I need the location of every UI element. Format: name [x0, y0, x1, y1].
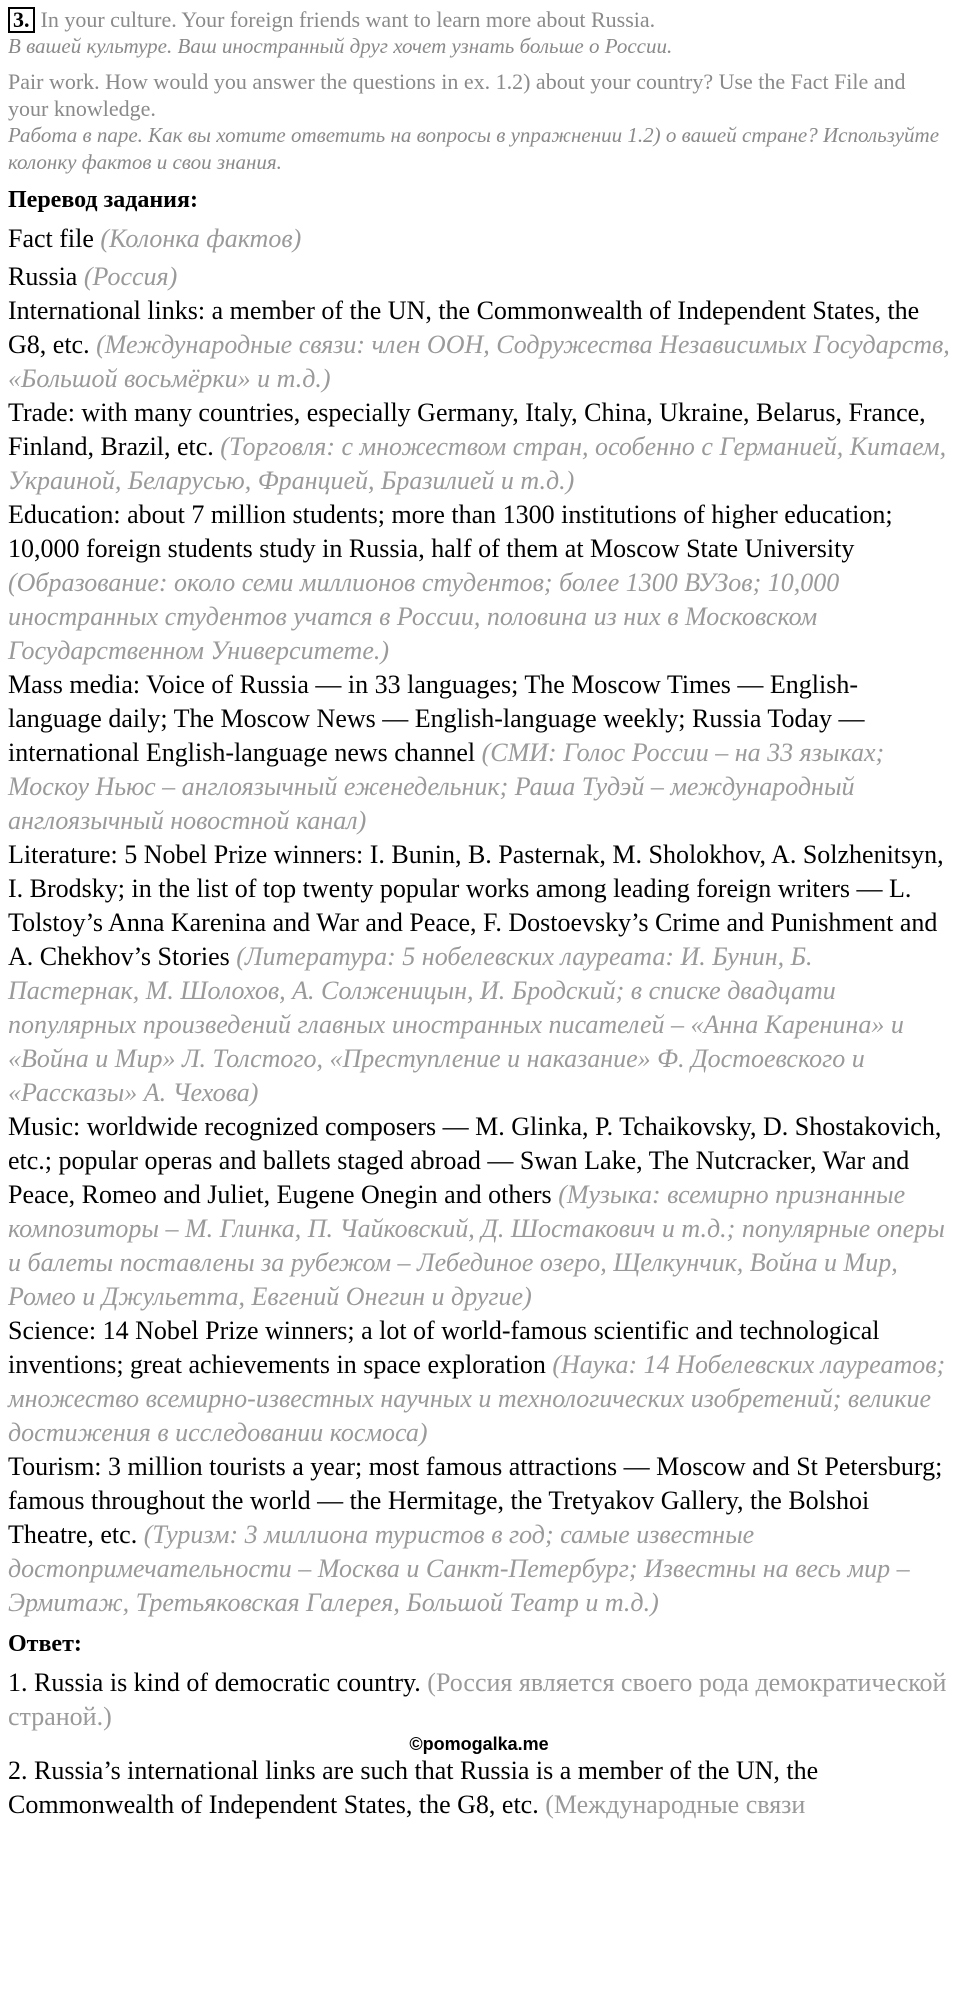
fact-file-title [8, 222, 950, 256]
fact-item-en: Tourism: 3 million tourists a year; most famous attractions — Moscow and St Petersburg; famous throughout the world — the Hermitage, the Tretyakov Gallery, the Bolshoi Theatre, etc. [8, 1452, 943, 1549]
fact-item-ru: (Международные связи: член ООН, Содружества Независимых Государств, «Большой восьмёрки» и т.д.) [8, 330, 950, 393]
fact-item-en: Education: about 7 million students; more than 1300 institutions of higher education; 10,000 foreign students study in Russia, half of them at Moscow State University [8, 500, 893, 563]
answer-item [8, 1666, 950, 1734]
watermark: ©pomogalka.me [409, 1734, 549, 1754]
fact-item-en: Science: 14 Nobel Prize winners; a lot of world-famous scientific and technological inventions; great achievements in space exploration [8, 1316, 880, 1379]
fact-item [8, 1450, 950, 1620]
fact-item-ru: (СМИ: Голос России – на 33 языках; Москоу Ньюс – англоязычный еженедельник; Раша Тудэй – международный англоязычный новостной канал) [8, 738, 885, 835]
answer-item-ru: (Международные связи [545, 1790, 806, 1819]
country-title-ru: (Россия) [83, 262, 178, 291]
country-title [8, 260, 950, 294]
task-line-1 [8, 6, 950, 33]
fact-item [8, 396, 950, 498]
fact-item-en: Mass media: Voice of Russia — in 33 languages; The Moscow Times — English-language daily; The Moscow News — English-language weekly; Russia Today — international English-language news channel [8, 670, 865, 767]
country-title-en: Russia [8, 262, 78, 291]
fact-item [8, 294, 950, 396]
fact-item-ru: (Музыка: всемирно признанные композиторы – М. Глинка, П. Чайковский, Д. Шостакович и т.д.; популярные оперы и балеты поставлены за рубежом – Лебединое озеро, Щелкунчик, Война и Мир, Ромео и Джульетта, Евгений Онегин и другие) [8, 1180, 945, 1311]
answer-item-ru: (Россия является своего рода демократической страной.) [8, 1668, 947, 1731]
answer-heading: Ответ: [8, 1631, 82, 1657]
fact-item-en: Literature: 5 Nobel Prize winners: I. Bunin, B. Pasternak, M. Sholokhov, A. Solzhenitsyn, I. Brodsky; in the list of top twenty popular works among leading foreign writers — L. Tolstoy’s Anna Karenina and War and Peace, F. Dostoevsky’s Crime and Punishment and A. Chekhov’s Stories [8, 840, 944, 971]
answer-item [8, 1754, 950, 1822]
translation-heading: Перевод задания: [8, 187, 198, 213]
fact-item-ru: (Туризм: 3 миллиона туристов в год; самые известные достопримечательности – Москва и Санкт-Петербург; Известны на весь мир – Эрмитаж, Третьяковская Галерея, Большой Театр и т.д.) [8, 1520, 910, 1617]
task-line-2: Pair work. How would you answer the questions in ex. 1.2) about your country? Use the Fact File and your knowledge. [8, 69, 906, 121]
fact-item [8, 498, 950, 668]
task-line-1-text: In your culture. Your foreign friends want to learn more about Russia. [40, 7, 656, 32]
fact-item-en: Trade: with many countries, especially Germany, Italy, China, Ukraine, Belarus, France, Finland, Brazil, etc. [8, 398, 926, 461]
fact-item [8, 668, 950, 838]
fact-file-title-ru: (Колонка фактов) [100, 224, 302, 253]
fact-item-en: Music: worldwide recognized composers — M. Glinka, P. Tchaikovsky, D. Shostakovich, etc.; popular operas and ballets staged abroad — Swan Lake, The Nutcracker, War and Peace, Romeo and Juliet, Eugene Onegin and others [8, 1112, 942, 1209]
fact-item-ru: (Торговля: с множеством стран, особенно с Германией, Китаем, Украиной, Беларусью, Францией, Бразилией и т.д.) [8, 432, 947, 495]
task-number: 3. [8, 7, 35, 33]
answer-item-en: 1. Russia is kind of democratic country. [8, 1668, 421, 1697]
fact-item-ru: (Наука: 14 Нобелевских лауреатов; множество всемирно-известных научных и технологических изобретений; великие достижения в исследовании космоса) [8, 1350, 946, 1447]
answer-item-en: 2. Russia’s international links are such that Russia is a member of the UN, the Commonwealth of Independent States, the G8, etc. [8, 1756, 819, 1819]
fact-item [8, 838, 950, 1110]
fact-item [8, 1314, 950, 1450]
fact-item [8, 1110, 950, 1314]
fact-item-ru: (Образование: около семи миллионов студентов; более 1300 ВУЗов; 10,000 иностранных студентов учатся в России, половина из них в Московском Государственном Университете.) [8, 568, 840, 665]
task-line-2-ru: Работа в паре. Как вы хотите ответить на вопросы в упражнении 1.2) о вашей стране? Используйте колонку фактов и свои знания. [8, 123, 940, 174]
fact-item-en: International links: a member of the UN, the Commonwealth of Independent States, the G8, etc. [8, 296, 920, 359]
fact-item-ru: (Литература: 5 нобелевских лауреата: И. Бунин, Б. Пастернак, М. Шолохов, А. Солженицын, И. Бродский; в списке двадцати популярных произведений главных иностранных писателей – «Анна Каренина» и «Война и Мир» Л. Толстого, «Преступление и наказание» Ф. Достоевского и «Рассказы» А. Чехова) [8, 942, 904, 1107]
fact-file-title-en: Fact file [8, 224, 94, 253]
task-line-1-ru: В вашей культуре. Ваш иностранный друг хочет узнать больше о России. [8, 34, 673, 58]
